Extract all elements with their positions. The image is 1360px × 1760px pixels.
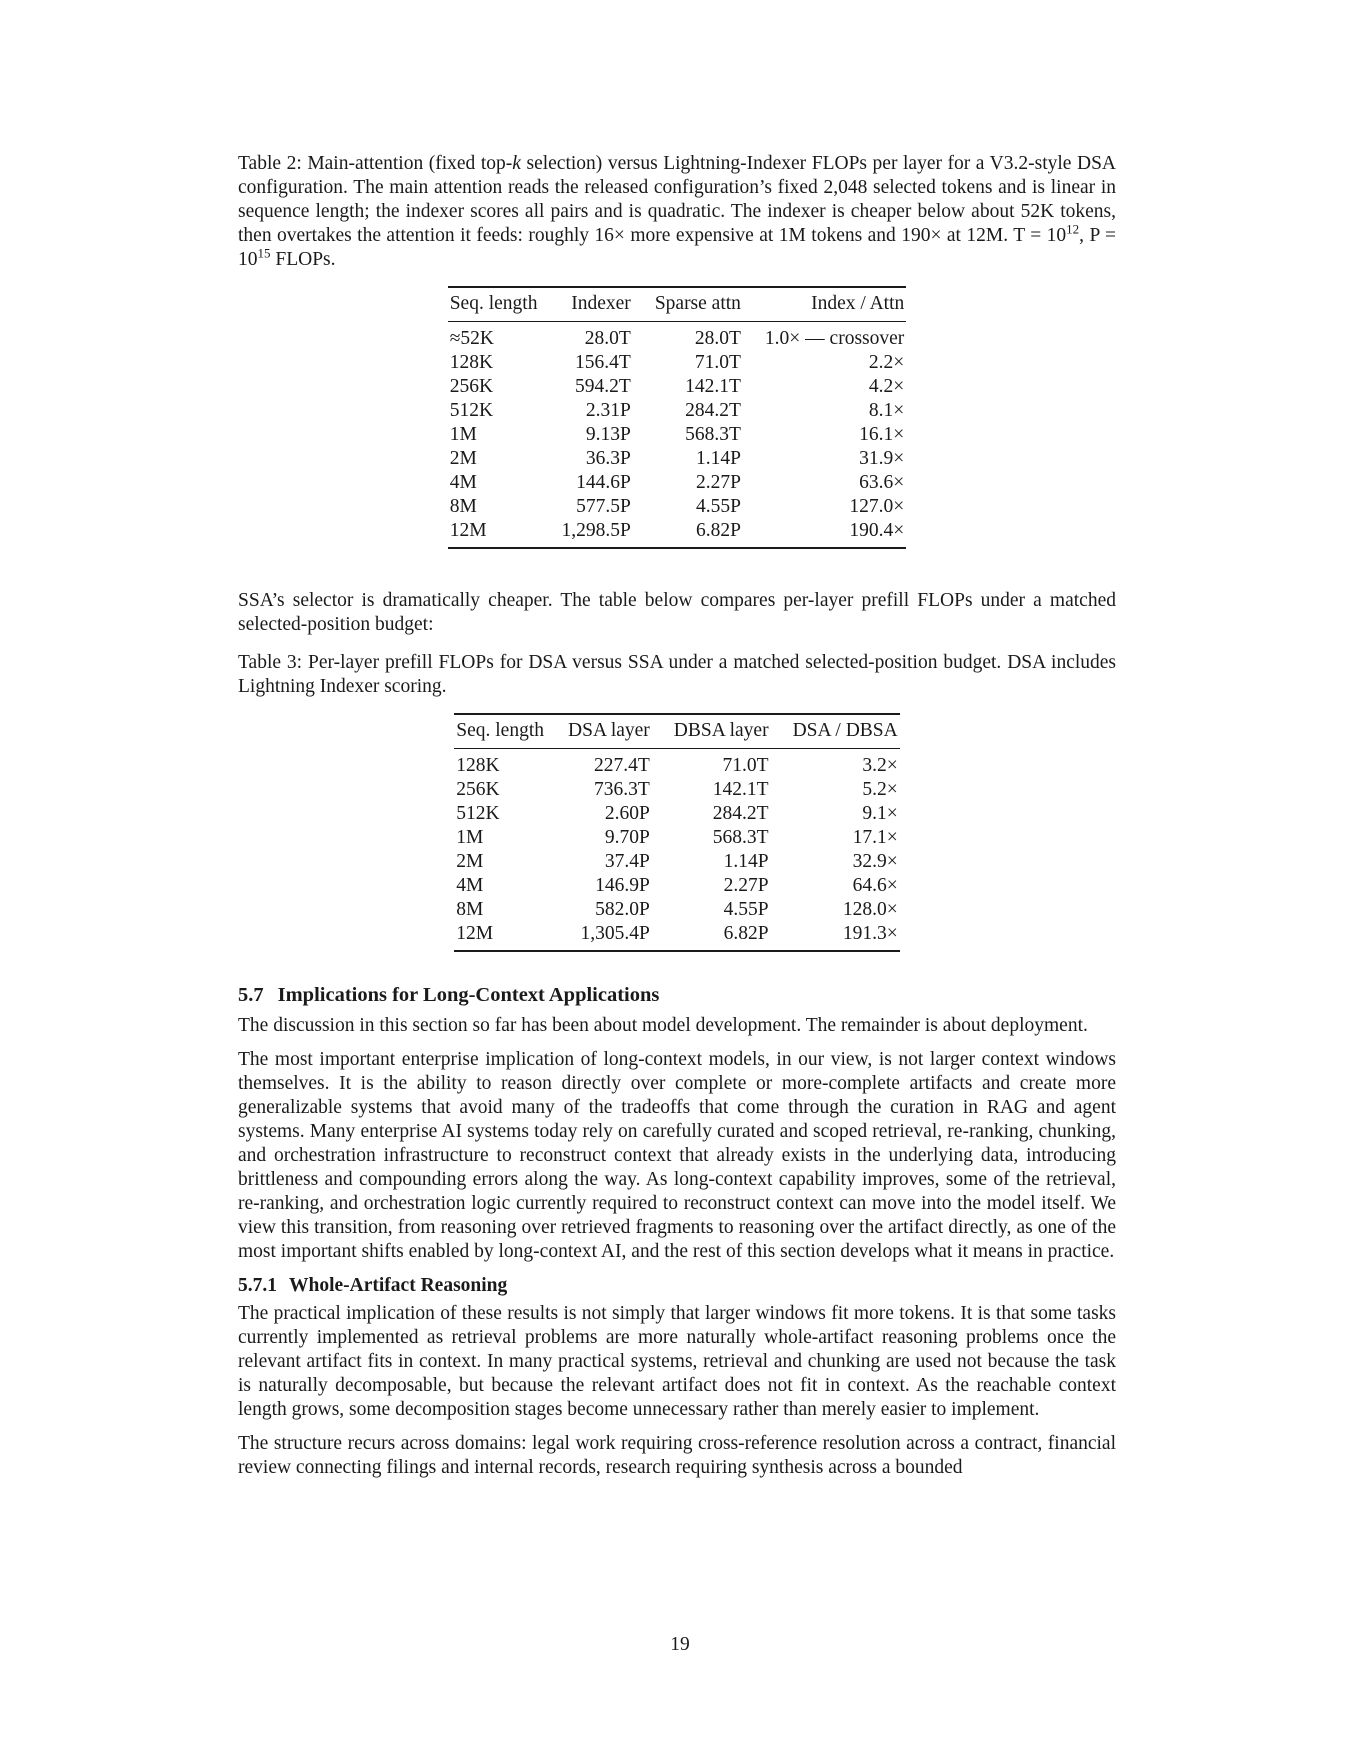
table3-cell: 5.2× [862,779,898,800]
table3-header: DSA / DBSA [781,714,900,749]
table3-caption [238,651,1116,699]
table2-cell: 2.31P [585,400,631,421]
table2-row [448,423,907,447]
table3-cell: 9.1× [862,803,898,824]
table3-cell: 71.0T [722,755,769,776]
table3-cell: 4M [456,875,484,896]
table3-cell: 37.4P [604,851,650,872]
table3-header: DSA layer [556,714,662,749]
table2-row [448,351,907,375]
table3-cell: 1.14P [723,851,769,872]
section-paragraph-1: The discussion in this section so far has been about model development. The remainder is about deployment. [238,1015,1088,1036]
table2-row [448,519,907,548]
table3-cell: 1M [456,827,484,848]
table2-row [448,495,907,519]
table2-cell: 8M [449,496,477,517]
page-body [238,152,1116,1480]
table3 [454,713,899,952]
section-number: 5.7 [238,984,264,1006]
section-paragraph-2: The most important enterprise implication of long-context models, in our view, is not larger context windows themselves. It is the ability to reason directly over complete or more-complete artifacts and create more generalizable systems that avoid many of the tradeoffs that come through the curation in RAG and agent systems. Many enterprise AI systems today rely on carefully curated and scoped retrieval, re-ranking, chunking, and orchestration infrastructure to reconstruct context that already exists in the underlying data, introducing brittleness and compounding errors along the way. As long-context capability improves, some of the retrieval, re-ranking, and orchestration logic currently required to reconstruct context can move into the model itself. We view this transition, from reasoning over retrieved fragments to reasoning over the artifact directly, as one of the most important shifts enabled by long-context AI, and the rest of this section develops what it means in practice. [238,1049,1116,1262]
table2-cell: 1,298.5P [549,519,642,548]
table2-row [448,447,907,471]
table2-cell: 156.4T [575,352,631,373]
table2-cell: 9.13P [585,424,631,445]
table2-caption-text-3: , P = 10 [238,225,1117,270]
table3-row [454,898,899,922]
table2-cell: 128K [449,352,494,373]
table2-cell: 577.5P [576,496,631,517]
table2-row [448,322,907,352]
table2-cell: 512K [449,400,494,421]
table2-cell: 16.1× [859,424,905,445]
table3-cell: 284.2T [712,803,769,824]
table2-caption-end: FLOPs. [270,249,336,270]
subsection-paragraph-1: The practical implication of these results is not simply that larger windows fit more tokens. It is that some tasks currently implemented as retrieval problems are more naturally whole-artifact reasoning problems once the relevant artifact fits in context. In many practical systems, retrieval and chunking are used not because the task is naturally decomposable, but because the relevant artifact does not fit in context. As the reachable context length grows, some decomposition stages become unnecessary rather than merely easier to implement. [238,1303,1116,1420]
table2-header: Indexer [549,287,642,322]
table3-row [454,922,899,951]
table2-cell: 256K [449,376,494,397]
table3-cell: 128.0× [842,899,898,920]
table3-cell: 1,305.4P [556,922,662,951]
subsection-title: Whole-Artifact Reasoning [289,1275,508,1296]
table2-header: Sparse attn [643,287,753,322]
table2-cell: 8.1× [868,400,905,421]
table2-cell: 12M [448,519,550,548]
table2-row [448,375,907,399]
table2-cell: 127.0× [849,496,905,517]
table2-cell: 1.0× — crossover [764,328,905,349]
page-number: 19 [670,1634,690,1655]
table2-caption-label: Table 2: [238,153,302,174]
table2-cell: 6.82P [643,519,753,548]
table3-row [454,850,899,874]
table3-row [454,802,899,826]
table3-cell: 12M [454,922,556,951]
table2-cell: 142.1T [685,376,741,397]
table3-cell: 512K [456,803,500,824]
table3-header-row [454,714,899,749]
table3-cell: 2.60P [604,803,650,824]
table2-header: Seq. length [448,287,550,322]
table3-cell: 128K [456,755,500,776]
table3-cell: 582.0P [595,899,650,920]
table3-header: Seq. length [454,714,556,749]
table2-header: Index / Attn [753,287,906,322]
table2-row [448,399,907,423]
table2-cell: 28.0T [584,328,631,349]
table3-cell: 146.9P [595,875,650,896]
table3-cell: 64.6× [852,875,898,896]
table3-cell: 8M [456,899,484,920]
table3-cell: 32.9× [852,851,898,872]
table3-cell: 9.70P [604,827,650,848]
table2-cell: 190.4× [753,519,906,548]
table2-cell: 4M [449,472,477,493]
table2-cell: 568.3T [685,424,741,445]
table3-row [454,826,899,850]
table2-cell: 2.2× [868,352,905,373]
table2-cell: 36.3P [585,448,631,469]
table3-caption-text: Per-layer prefill FLOPs for DSA versus SSA under a matched selected-position budget. DSA includes Lightning Indexer scoring. [238,652,1117,697]
table2-caption-k: k [512,153,521,174]
table3-cell: 3.2× [862,755,898,776]
table2-caption-text-2: selection) versus Lightning-Indexer FLOPs per layer for a V3.2-style DSA configuration. The main attention reads the released configuration’s fixed 2,048 selected tokens and is linear in sequence length; the indexer scores all pairs and is quadratic. The indexer is cheaper below about 52K tokens, then overtakes the attention it feeds: roughly 16× more expensive at 1M tokens and 190× at 12M. T = 10 [238,153,1117,246]
table2-caption-text: Main-attention (fixed top- [307,153,513,174]
table3-row [454,874,899,898]
table2-cell: 284.2T [685,400,741,421]
section-title: Implications for Long-Context Applications [277,984,660,1006]
table3-cell: 256K [456,779,500,800]
table2-cell: 31.9× [859,448,905,469]
table2-cell: 28.0T [694,328,741,349]
table3-cell: 142.1T [712,779,769,800]
subsection-number: 5.7.1 [238,1275,277,1296]
table2-caption-exp1: 12 [1066,221,1080,237]
table3-row [454,778,899,802]
table2-header-row [448,287,907,322]
table2-cell: 1.14P [695,448,741,469]
table2-cell: 144.6P [576,472,631,493]
section-heading [238,982,1116,1008]
table2-caption-exp2: 15 [257,245,271,261]
table3-caption-label: Table 3: [238,652,303,673]
table3-header: DBSA layer [662,714,781,749]
subsection-paragraph-2: The structure recurs across domains: legal work requiring cross-reference resolution across a contract, financial review connecting filings and internal records, research requiring synthesis across a bounded [238,1433,1116,1478]
table3-cell: 6.82P [662,922,781,951]
table3-cell: 191.3× [781,922,900,951]
table2-cell: 71.0T [694,352,741,373]
table3-row [454,749,899,779]
table2-row [448,471,907,495]
table3-cell: 4.55P [723,899,769,920]
table2-caption [238,152,1116,272]
table2-cell: 4.55P [695,496,741,517]
table3-cell: 568.3T [712,827,769,848]
table2-cell: 4.2× [868,376,905,397]
table3-cell: 2M [456,851,484,872]
table3-cell: 227.4T [594,755,650,776]
table2-cell: ≈52K [449,328,494,349]
table2-cell: 1M [449,424,477,445]
table3-cell: 736.3T [594,779,650,800]
ssa-paragraph: SSA’s selector is dramatically cheaper. The table below compares per-layer prefill FLOPs under a matched selected-position budget: [238,590,1116,635]
table2 [448,286,907,549]
table2-cell: 594.2T [575,376,631,397]
table2-cell: 63.6× [859,472,905,493]
subsection-heading [238,1274,1116,1298]
table3-cell: 17.1× [852,827,898,848]
table2-cell: 2.27P [695,472,741,493]
table2-cell: 2M [449,448,477,469]
table3-cell: 2.27P [723,875,769,896]
